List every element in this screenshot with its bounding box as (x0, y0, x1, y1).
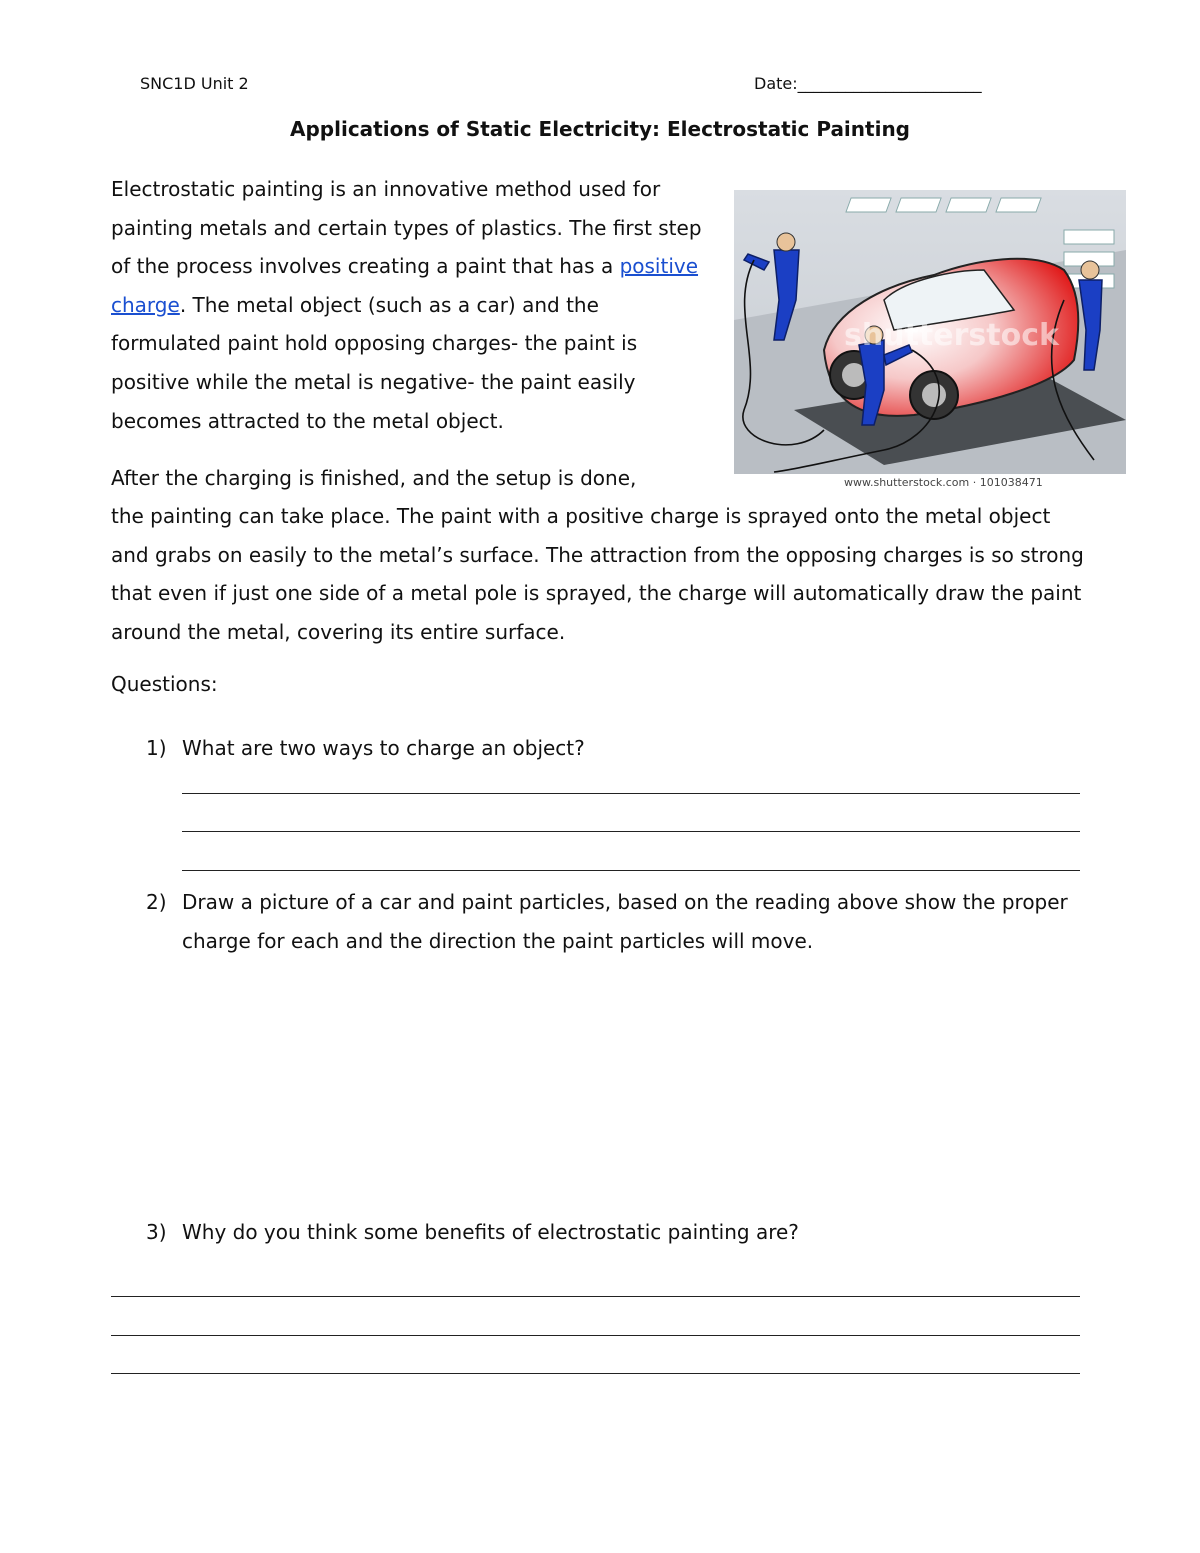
question-number: 3) (146, 1220, 167, 1244)
question-text: What are two ways to charge an object? (182, 736, 585, 760)
watermark-text: shutterstock (844, 318, 1059, 353)
image-credit: www.shutterstock.com · 101038471 (844, 476, 1043, 489)
question-text: Draw a picture of a car and paint particles, based on the reading above show the proper charge for each and the direction the paint particles will move. (182, 890, 1068, 953)
answer-line[interactable] (111, 1296, 1080, 1297)
process-paragraph: the painting can take place. The paint with a positive charge is sprayed onto the metal object and grabs on easily to the metal’s surface. The attraction from the opposing charges is so strong that even if just one side of a metal pole is sprayed, the charge will automatically draw the paint around the metal, covering its entire surface. (111, 504, 1084, 644)
intro-text-before-link: Electrostatic painting is an innovative method used for painting metals and certain types of plastics. The first step of the process involves creating a paint that has a (111, 177, 702, 279)
answer-line[interactable] (111, 1335, 1080, 1336)
date-field[interactable]: Date:_______________________ (754, 74, 982, 93)
question-2 (146, 883, 1106, 963)
intro-paragraph (111, 170, 711, 440)
page-title: Applications of Static Electricity: Electrostatic Painting (290, 117, 910, 141)
positive-charge-link[interactable]: positive charge (111, 254, 699, 317)
questions-heading: Questions: (111, 672, 218, 696)
intro-text-after-link: . The metal object (such as a car) and the formulated paint hold opposing charges- the paint is positive while the metal is negative- the paint easily becomes attracted to the metal object. (111, 292, 638, 433)
question-number: 1) (146, 736, 167, 760)
answer-line[interactable] (182, 870, 1080, 871)
answer-line[interactable] (182, 831, 1080, 832)
course-code: SNC1D Unit 2 (140, 74, 249, 93)
question-text: Why do you think some benefits of electrostatic painting are? (182, 1220, 799, 1244)
car-painting-illustration (734, 190, 1126, 474)
answer-line[interactable] (111, 1373, 1080, 1374)
answer-line[interactable] (182, 793, 1080, 794)
question-number: 2) (146, 890, 167, 914)
process-paragraph-first-line: After the charging is finished, and the setup is done, (111, 466, 637, 490)
drawing-area[interactable] (182, 975, 1080, 1195)
